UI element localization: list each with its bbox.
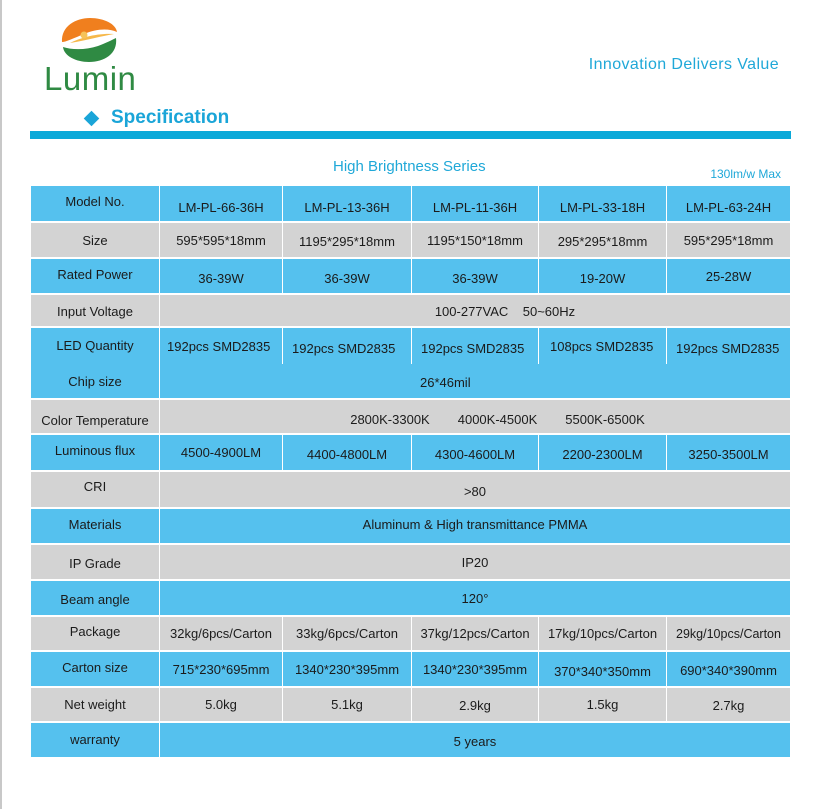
row-label: IP Grade — [69, 555, 121, 571]
table-cell: 715*230*695mm — [159, 652, 282, 686]
table-cell: LM-PL-33-18H — [538, 186, 666, 222]
column-divider — [666, 327, 667, 364]
table-cell: 2200-2300LM — [538, 435, 666, 470]
table-row-package — [31, 617, 790, 650]
column-divider — [538, 327, 539, 364]
led-count: 192pcs — [292, 341, 334, 356]
row-label: Net weight — [64, 697, 126, 712]
led-count: 108pcs — [550, 339, 592, 354]
table-cell: 36-39W — [159, 259, 282, 293]
table-cell: LM-PL-63-24H — [666, 186, 790, 222]
table-cell: 19-20W — [538, 259, 666, 293]
led-cell — [421, 341, 524, 356]
table-cell: 2.7kg — [666, 688, 790, 721]
led-type: SMD2835 — [595, 339, 654, 354]
led-count: 192pcs — [676, 341, 718, 356]
table-cell: >80 — [159, 472, 790, 507]
table-row-voltage — [31, 295, 790, 327]
table-cell: 370*340*350mm — [538, 652, 666, 686]
brand-name: Lumin — [44, 60, 137, 97]
led-type: SMD2835 — [212, 339, 271, 354]
led-count: 192pcs — [421, 341, 463, 356]
table-cell: 1195*295*18mm — [282, 223, 411, 257]
table-cell: 4400-4800LM — [282, 435, 411, 470]
led-type: SMD2835 — [337, 341, 396, 356]
series-note: 130lm/w Max — [710, 167, 781, 181]
row-label: Carton size — [62, 659, 128, 675]
diamond-bullet-icon — [84, 110, 100, 126]
table-row-ip — [31, 545, 790, 579]
row-label-led: LED Quantity — [56, 338, 134, 353]
table-cell: 4500-4900LM — [159, 435, 282, 470]
table-cell — [159, 400, 790, 433]
table-row-cct — [31, 400, 790, 433]
row-label: Size — [82, 232, 108, 248]
column-divider — [159, 327, 160, 398]
row-label: Beam angle — [60, 591, 130, 607]
table-row-carton — [31, 652, 790, 686]
table-row-model — [31, 186, 790, 222]
table-cell: 5.0kg — [159, 688, 282, 721]
section-heading — [84, 107, 229, 129]
led-cell — [676, 341, 779, 356]
table-cell: 3250-3500LM — [666, 435, 790, 470]
row-label: Materials — [68, 516, 122, 532]
table-cell: 4300-4600LM — [411, 435, 538, 470]
row-label: Input Voltage — [57, 303, 133, 319]
header-divider — [30, 131, 791, 139]
column-divider — [411, 327, 412, 364]
table-row-cri — [31, 472, 790, 507]
table-cell: 29kg/10pcs/Carton — [666, 617, 790, 650]
table-row-size — [31, 223, 790, 257]
table-cell: 5 years — [159, 723, 790, 757]
table-cell: Aluminum & High transmittance PMMA — [159, 509, 790, 543]
cct-value: 5500K-6500K — [565, 412, 645, 427]
table-row-led-chip — [31, 327, 790, 398]
row-label: warranty — [70, 731, 120, 747]
chip-size-value: 26*46mil — [420, 375, 471, 390]
led-type: SMD2835 — [466, 341, 525, 356]
table-cell: LM-PL-66-36H — [159, 186, 282, 222]
table-cell: LM-PL-13-36H — [282, 186, 411, 222]
row-label: Color Temperature — [41, 413, 149, 428]
cct-value: 4000K-4500K — [457, 412, 538, 427]
led-cell — [550, 339, 653, 354]
table-cell: 25-28W — [666, 259, 790, 293]
row-label: Rated Power — [57, 266, 133, 282]
table-row-beam — [31, 581, 790, 615]
section-title: Specification — [111, 107, 230, 128]
table-cell: 595*295*18mm — [666, 223, 790, 257]
table-cell: 17kg/10pcs/Carton — [538, 617, 666, 650]
sunrise-logo-icon — [58, 16, 120, 64]
table-cell: 1195*150*18mm — [411, 223, 538, 257]
row-label-chip: Chip size — [68, 374, 122, 389]
led-cell — [292, 341, 395, 356]
tagline: Innovation Delivers Value — [588, 56, 779, 73]
table-cell: 295*295*18mm — [538, 223, 666, 257]
table-cell: 32kg/6pcs/Carton — [159, 617, 282, 650]
table-cell: 37kg/12pcs/Carton — [411, 617, 538, 650]
row-label: CRI — [83, 479, 107, 494]
table-cell: 1340*230*395mm — [411, 652, 538, 686]
table-cell: 5.1kg — [282, 688, 411, 721]
table-row-warranty — [31, 723, 790, 757]
table-row-weight — [31, 688, 790, 721]
table-cell: 33kg/6pcs/Carton — [282, 617, 411, 650]
page-edge — [0, 0, 2, 809]
led-count: 192pcs — [167, 339, 209, 354]
table-cell: 36-39W — [282, 259, 411, 293]
table-cell: 595*595*18mm — [159, 223, 282, 257]
led-type: SMD2835 — [721, 341, 780, 356]
table-cell: 1.5kg — [538, 688, 666, 721]
table-cell: LM-PL-11-36H — [411, 186, 538, 222]
table-cell: 1340*230*395mm — [282, 652, 411, 686]
led-cell — [167, 339, 270, 354]
brand-logo — [44, 14, 144, 97]
cct-value: 2800K-3300K — [350, 412, 430, 427]
table-cell: 36-39W — [411, 259, 538, 293]
row-label: Model No. — [65, 193, 125, 209]
table-cell: 2.9kg — [411, 688, 538, 721]
table-row-power — [31, 259, 790, 293]
column-divider — [282, 327, 283, 364]
table-row-materials — [31, 509, 790, 543]
row-label: Package — [69, 624, 121, 639]
table-cell: 120° — [159, 581, 790, 615]
row-label: Luminous flux — [54, 443, 136, 458]
table-cell: IP20 — [159, 545, 790, 579]
table-cell: 100-277VAC 50~60Hz — [159, 295, 790, 327]
table-cell: 690*340*390mm — [666, 652, 790, 686]
series-title: High Brightness Series — [333, 158, 486, 175]
cct-values — [350, 412, 645, 427]
table-row-flux — [31, 435, 790, 470]
